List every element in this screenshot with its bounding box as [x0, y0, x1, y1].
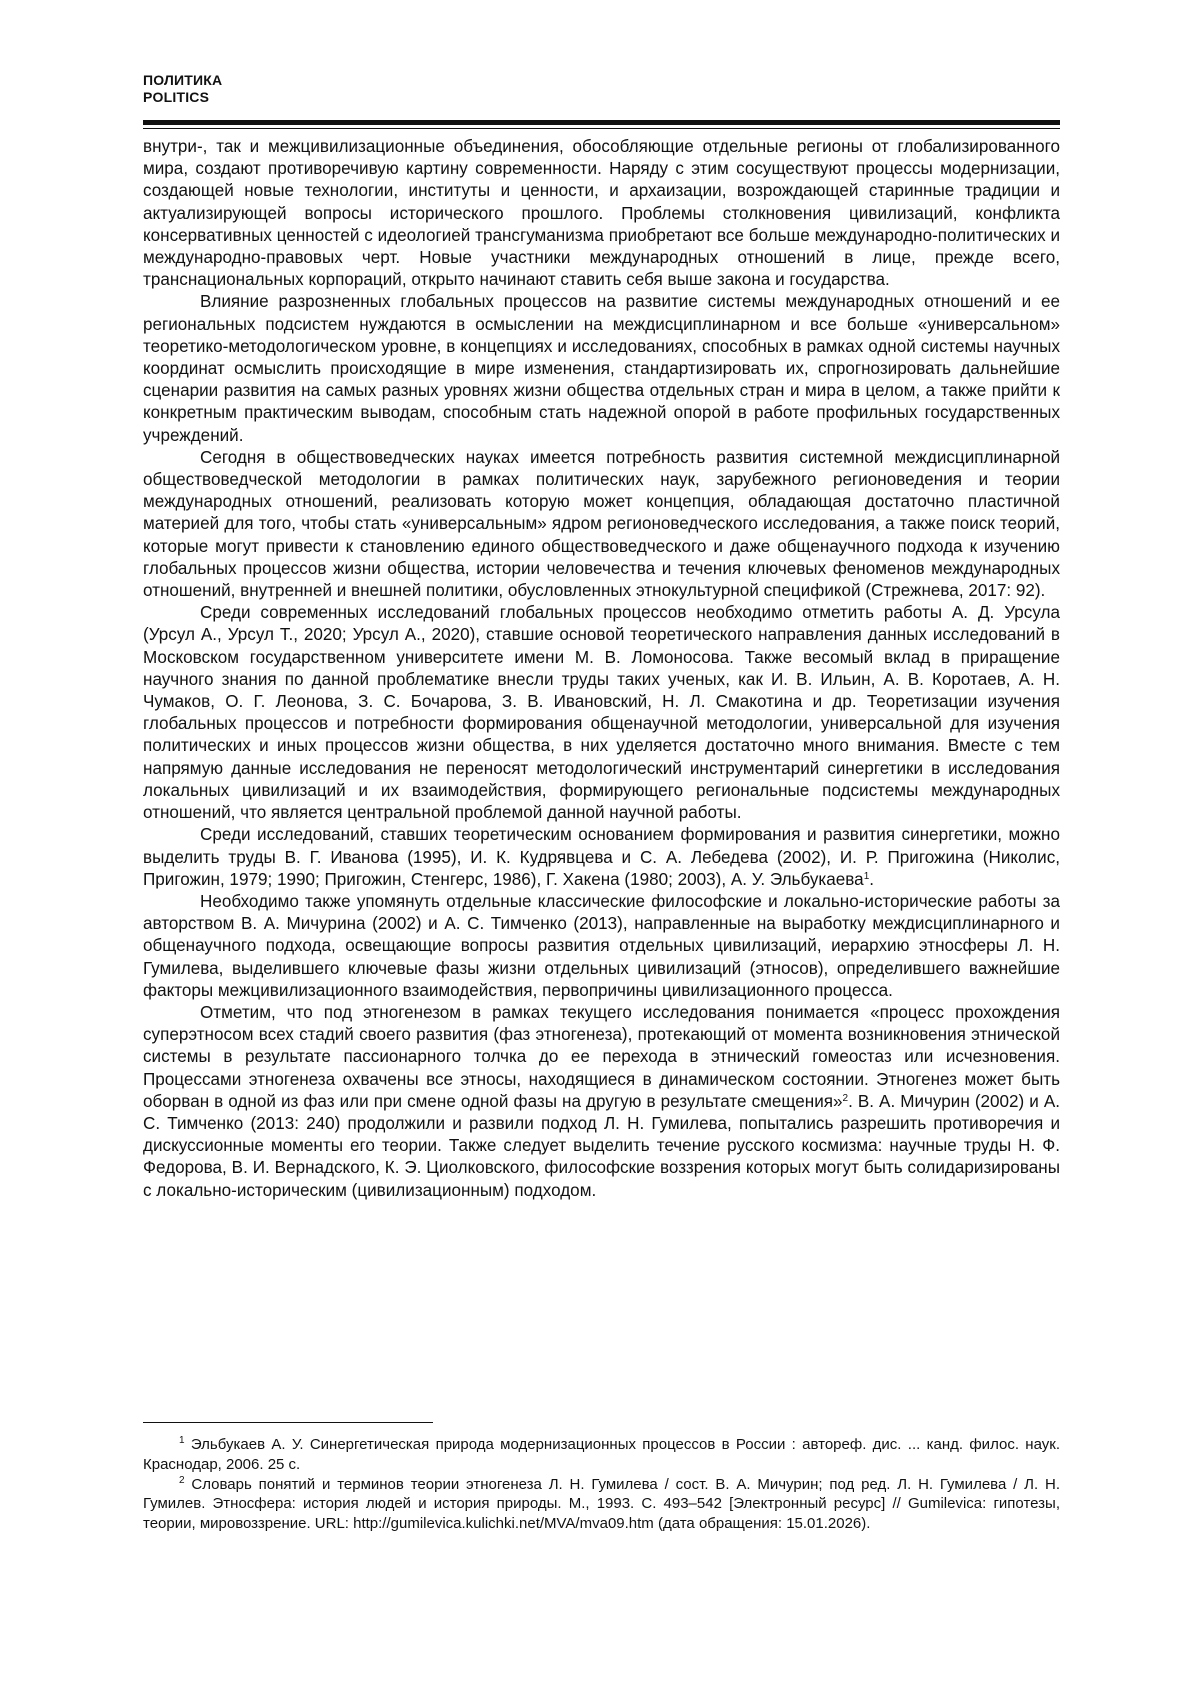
- header-rule-thick: [143, 120, 1060, 125]
- paragraph-3: Сегодня в обществоведческих науках имеется потребность развития системной междисциплинарной обществоведческой методологии в рамках политических наук, зарубежного регионоведения и теории международных отношений, реализовать которую может концепция, обладающая достаточно пластичной материей для того, чтобы стать «универсальным» ядром регионоведческого исследования, а также поиск теорий, которые могут привести к становлению единого обществоведческого и даже общенаучного подхода к изучению глобальных процессов жизни общества, истории человечества и течения ключевых феноменов международных отношений, внутренней и внешней политики, обусловленных этнокультурной спецификой (Стрежнева, 2017: 92).: [143, 447, 1060, 601]
- section-title-en: POLITICS: [143, 89, 210, 105]
- header-rule-thin: [143, 128, 1060, 129]
- footnote-2: [143, 1475, 1060, 1534]
- main-text: [143, 136, 1060, 1202]
- paragraph-4: Среди современных исследований глобальных процессов необходимо отметить работы А. Д. Урсула (Урсул А., Урсул Т., 2020; Урсул А., 2020), ставшие основой теоретического направления данных исследований в Московском государственном университете имени М. В. Ломоносова. Также весомый вклад в приращение научного знания по данной проблематике внесли труды таких ученых, как И. В. Ильин, А. В. Коротаев, А. Н. Чумаков, О. Г. Леонова, З. С. Бочарова, З. В. Ивановский, Н. Л. Смакотина и др. Теоретизации изучения глобальных процессов и потребности формирования общенаучной методологии, универсальной для изучения политических и иных процессов жизни общества, в них уделяется достаточно много внимания. Вместе с тем напрямую данные исследования не переносят методологический инструментарий синергетики в исследования локальных цивилизаций и их взаимодействия, формирующего региональные подсистемы международных отношений, что является центральной проблемой данной научной работы.: [143, 603, 1060, 823]
- paragraph-7-text-b: . В. А. Мичурин (2002) и А. С. Тимченко (2013: 240) продолжили и развили подход Л. Н. Гумилева, попытались разрешить противоречия и дискуссионные моменты его теории. Также следует выделить течение русского космизма: научные труды Н. Ф. Федорова, В. И. Вернадского, К. Э. Циолковского, философские воззрения которых могут быть солидаризированы с локально-историческим (цивилизационным) подходом.: [143, 1091, 1061, 1200]
- paragraph-2: Влияние разрозненных глобальных процессов на развитие системы международных отношений и ее региональных подсистем нуждаются в осмыслении на междисциплинарном и все больше «универсальном» теоретико-методологическом уровне, в концепциях и исследованиях, способных в рамках одной системы научных координат осмыслить происходящие в мире изменения, стандартизировать их, спрогнозировать дальнейшие сценарии развития на самых разных уровнях жизни общества отдельных стран и мира в целом, а также прийти к конкретным практическим выводам, способным стать надежной опорой в работе профильных государственных учреждений.: [143, 292, 1060, 445]
- paragraph-6: Необходимо также упомянуть отдельные классические философские и локально-исторические работы за авторством В. А. Мичурина (2002) и А. С. Тимченко (2013), направленные на выработку междисциплинарного и общенаучного подхода, освещающие вопросы развития отдельных цивилизаций, иерархию этносферы Л. Н. Гумилева, выделившего ключевые фазы жизни отдельных цивилизаций (этносов), определившего важнейшие факторы межцивилизационного взаимодействия, первопричины цивилизационного процесса.: [143, 891, 1060, 1000]
- footnotes: [143, 1435, 1060, 1534]
- paragraph-5-text: Среди исследований, ставших теоретическим основанием формирования и развития синергетики, можно выделить труды В. Г. Иванова (1995), И. К. Кудрявцева и С. А. Лебедева (2002), И. Р. Пригожина (Николис, Пригожин, 1979; 1990; Пригожин, Стенгерс, 1986), Г. Хакена (1980; 2003), А. У. Эльбукаева: [143, 825, 1060, 889]
- footnote-text: Словарь понятий и терминов теории этногенеза Л. Н. Гумилева / сост. В. А. Мичурин; под ред. Л. Н. Гумилева / Л. Н. Гумилев. Этносфера: история людей и история природы. М., 1993. С. 493–542 [Электронный ресурс] // Gumilevica: гипотезы, теории, мировоззрение. URL: http://gumilevica.kulichki.net/MVA/mva09.htm (дата обращения: 15.01.2026).: [143, 1475, 1060, 1533]
- paragraph-5: [143, 824, 1060, 891]
- running-header: [143, 72, 222, 106]
- paragraph-5-end: .: [869, 869, 874, 889]
- footnote-ref-2[interactable]: 2: [842, 1092, 849, 1104]
- section-title-ru: ПОЛИТИКА: [143, 72, 223, 88]
- footnote-number: 1: [179, 1435, 185, 1446]
- footnote-1: [143, 1435, 1060, 1475]
- paragraph-1: внутри-, так и межцивилизационные объединения, обособляющие отдельные регионы от глобализированного мира, создают противоречивую картину современности. Наряду с этим сосуществуют процессы модернизации, создающей новые технологии, институты и ценности, и архаизации, возрождающей старинные традиции и актуализирующей вопросы исторического прошлого. Проблемы столкновения цивилизаций, конфликта консервативных ценностей с идеологией трансгуманизма приобретают все больше международно-политических и международно-правовых черт. Новые участники международных отношений в лице, прежде всего, транснациональных корпораций, открыто начинают ставить себя выше закона и государства.: [143, 137, 1060, 290]
- paragraph-7: [143, 1002, 1060, 1202]
- footnote-separator: [143, 1422, 433, 1423]
- footnote-number: 2: [179, 1474, 185, 1486]
- paragraph-7-text-a: Отметим, что под этногенезом в рамках текущего исследования понимается «процесс прохождения суперэтносом всех стадий своего развития (фаз этногенеза), протекающий от момента возникновения этнической системы в результате пассионарного толчка до ее перехода в этнический гомеостаз или исчезновения. Процессами этногенеза охвачены все этносы, находящиеся в динамическом состоянии. Этногенез может быть оборван в одной из фаз или при смене одной фазы на другую в результате смещения»: [143, 1002, 1060, 1111]
- footnote-ref-1[interactable]: 1: [863, 870, 870, 882]
- footnote-text: Эльбукаев А. У. Синергетическая природа модернизационных процессов в России : автореф. дис. ... канд. филос. наук. Краснодар, 2006. 25 с.: [143, 1436, 1060, 1473]
